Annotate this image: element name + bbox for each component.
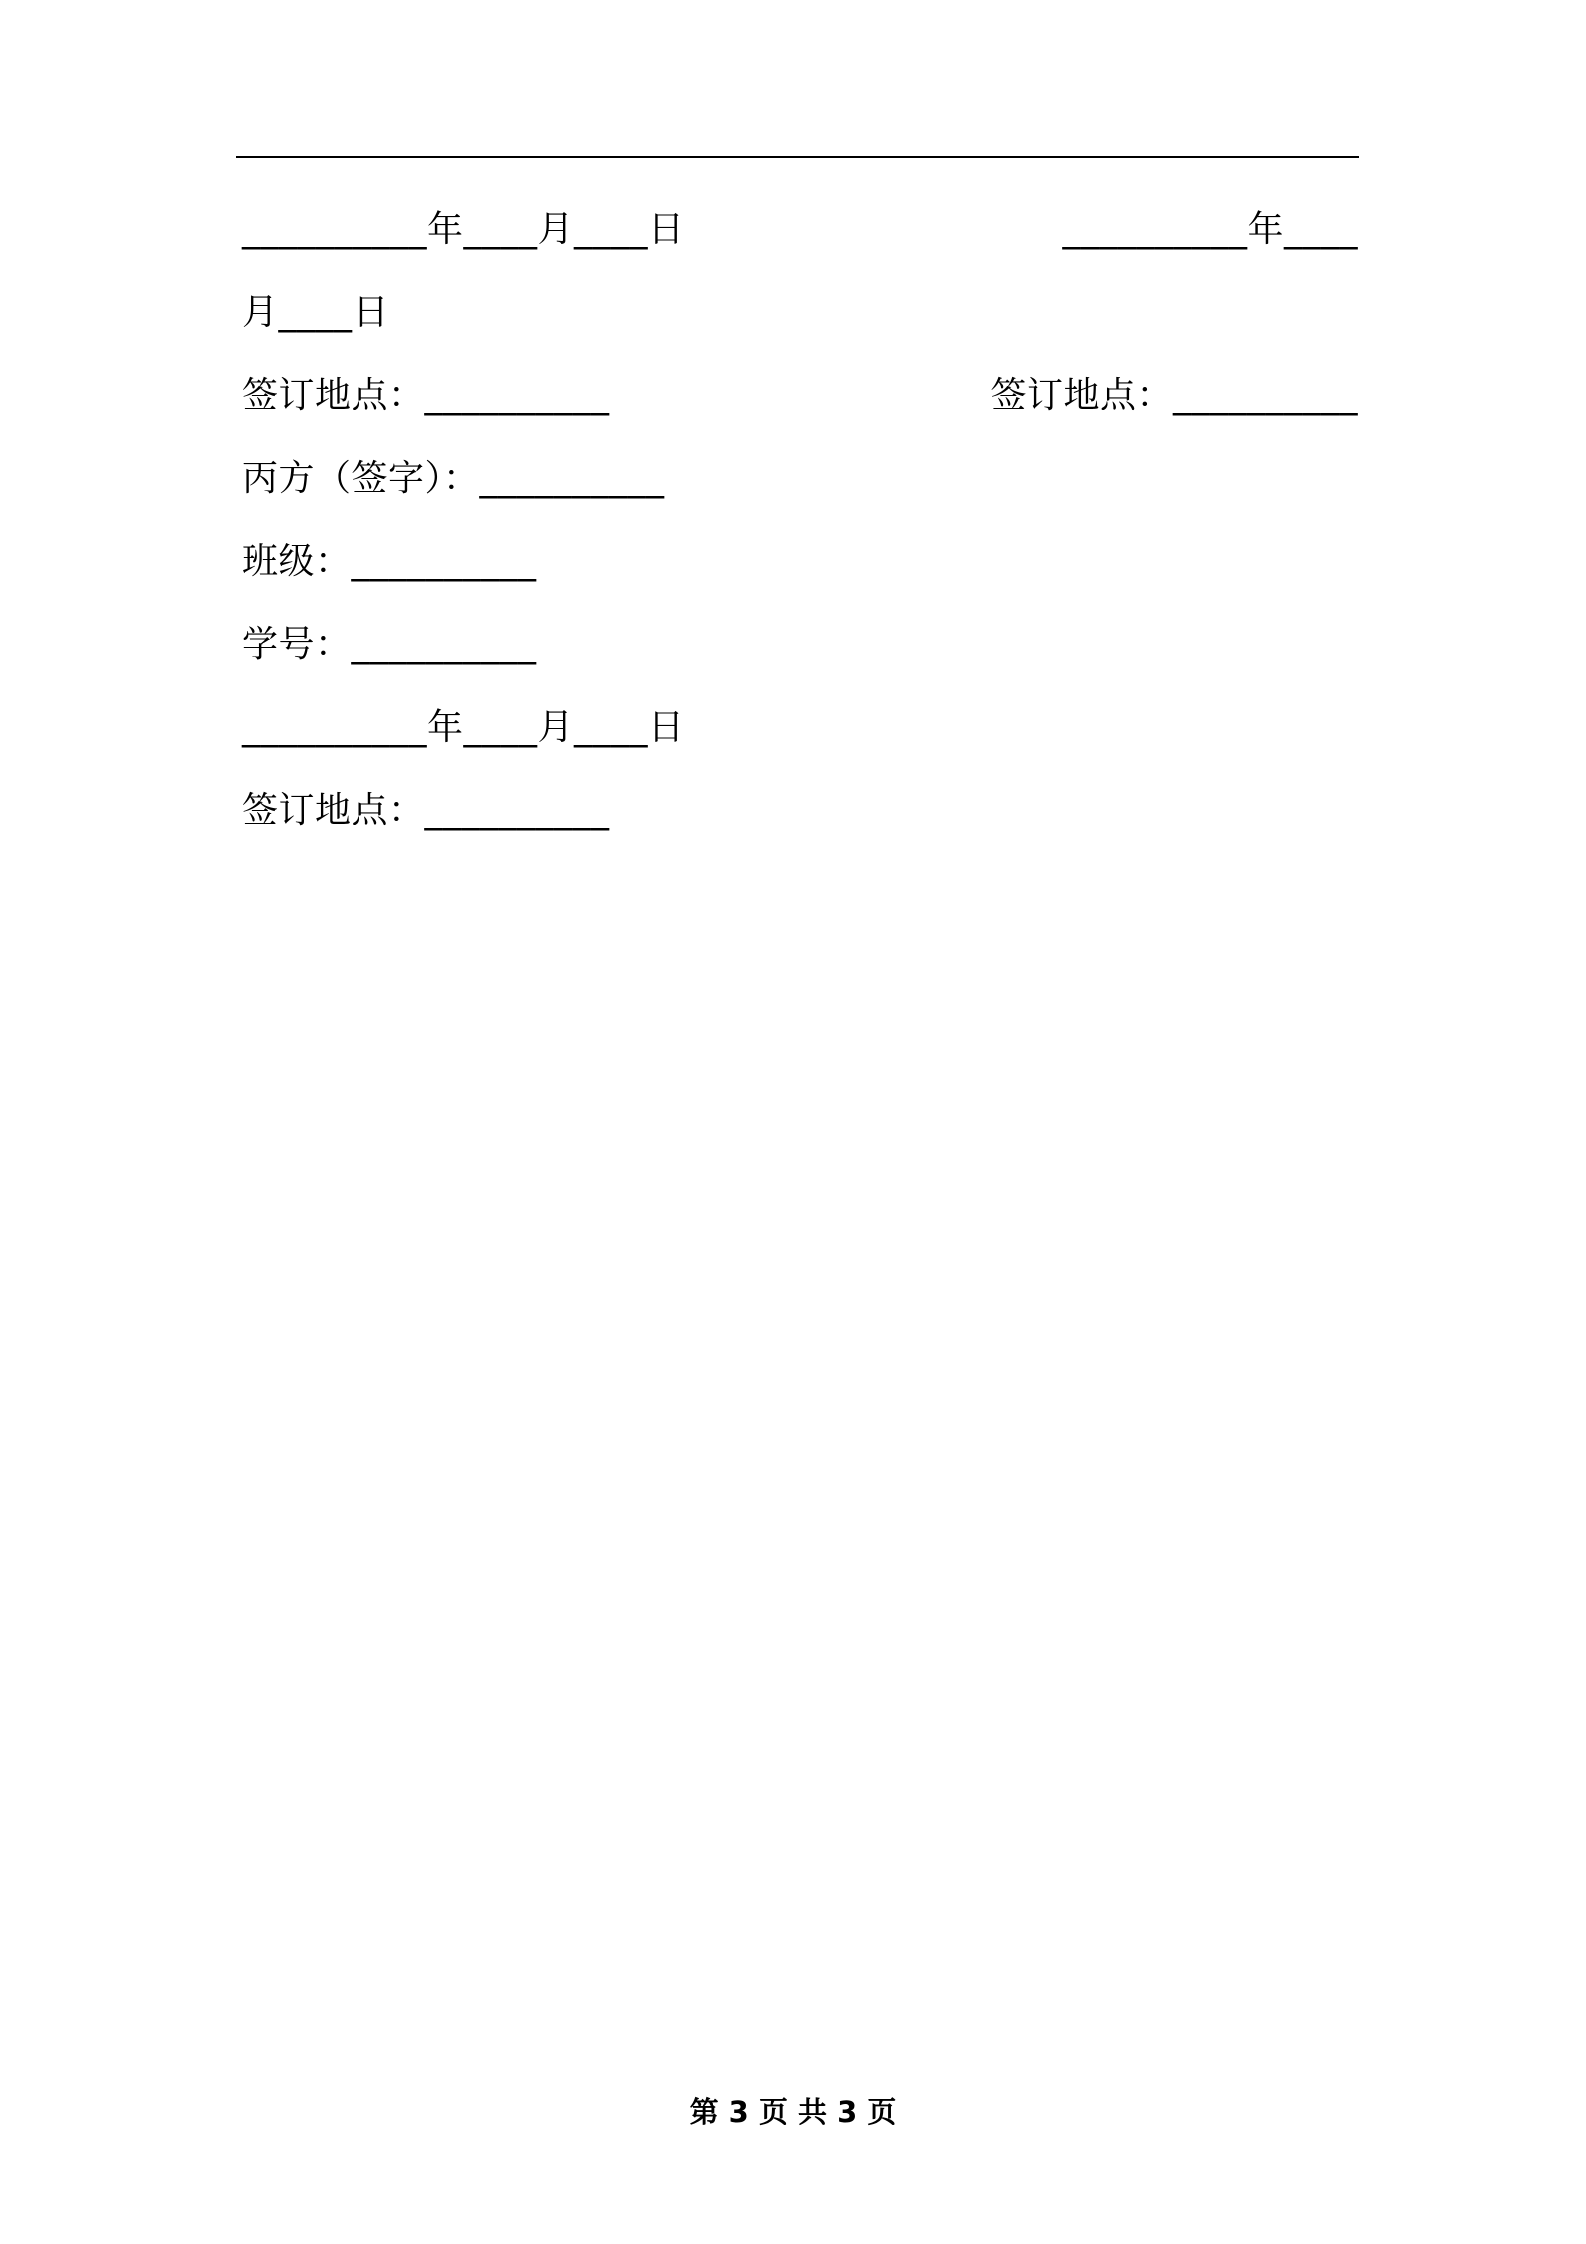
- party-c-signature-line: 丙方（签字）：__________: [242, 458, 665, 499]
- signing-place-left: 签订地点：__________: [242, 375, 610, 416]
- date-line-right: __________年____: [1062, 209, 1358, 250]
- student-id-line: 学号：__________: [242, 624, 537, 665]
- party-c-date-line: __________年____月____日: [242, 707, 685, 748]
- signing-place-right: 签订地点：__________: [990, 375, 1358, 416]
- page-footer-number: 第 3 页 共 3 页: [689, 2095, 897, 2129]
- party-c-signing-place: 签订地点：__________: [242, 790, 610, 831]
- date-line-right-continued: 月____日: [242, 292, 390, 333]
- header-rule: [236, 156, 1359, 158]
- class-line: 班级：__________: [242, 541, 537, 582]
- date-line-left: __________年____月____日: [242, 209, 685, 250]
